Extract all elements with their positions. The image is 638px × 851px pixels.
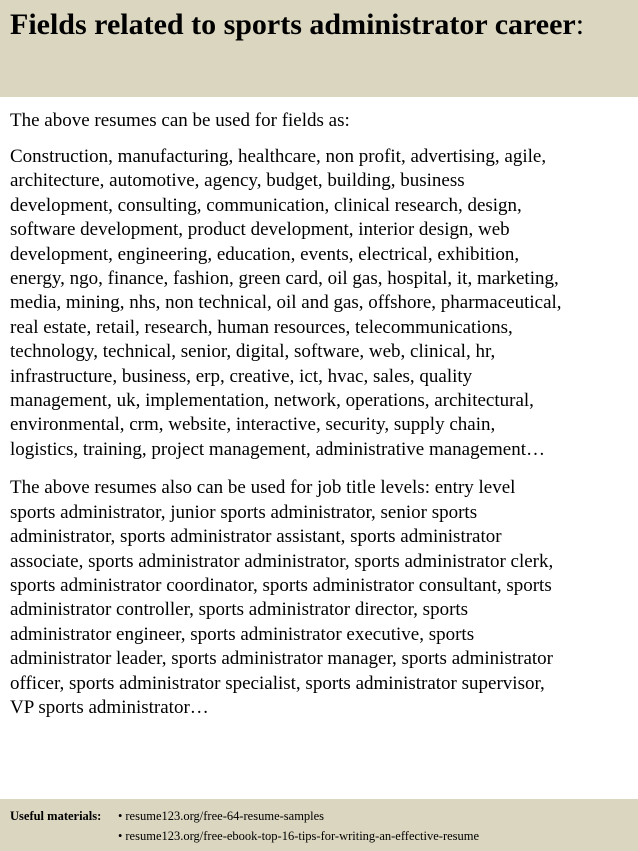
bullet-icon: • bbox=[118, 829, 123, 843]
fields-line: Construction, manufacturing, healthcare, non profit, advertising, agile, bbox=[10, 146, 547, 167]
useful-materials-label: Useful materials: bbox=[10, 809, 102, 823]
levels-line: sports administrator, junior sports administrator, senior sports bbox=[10, 501, 478, 523]
footer-row bbox=[10, 806, 628, 826]
footer-row bbox=[10, 826, 628, 846]
title-band bbox=[0, 0, 638, 97]
page-title-text: Fields related to sports administrator career bbox=[10, 8, 576, 41]
main-content bbox=[10, 109, 635, 720]
levels-line: administrator, sports administrator assistant, sports administrator bbox=[10, 526, 502, 548]
fields-line: development, consulting, communication, clinical research, design, bbox=[10, 194, 522, 216]
job-levels-paragraph bbox=[10, 476, 635, 720]
page-title bbox=[10, 6, 628, 44]
bullet-icon: • bbox=[118, 809, 123, 823]
fields-line: technology, technical, senior, digital, software, web, clinical, hr, bbox=[10, 341, 496, 363]
fields-line: media, mining, nhs, non technical, oil and gas, offshore, pharmaceutical, bbox=[10, 292, 562, 314]
levels-line: sports administrator coordinator, sports administrator consultant, sports bbox=[10, 574, 552, 596]
intro-text: The above resumes can be used for fields as: bbox=[10, 110, 350, 131]
fields-line: logistics, training, project management, administrative management… bbox=[10, 438, 546, 460]
levels-line: VP sports administrator… bbox=[10, 696, 209, 718]
levels-line: The above resumes also can be used for job title levels: entry level bbox=[10, 477, 516, 499]
page-title-colon: : bbox=[575, 8, 585, 41]
levels-line: administrator engineer, sports administrator executive, sports bbox=[10, 623, 475, 645]
levels-line: administrator controller, sports administrator director, sports bbox=[10, 599, 469, 621]
fields-line: environmental, crm, website, interactive, security, supply chain, bbox=[10, 414, 496, 436]
levels-line: officer, sports administrator specialist, sports administrator supervisor, bbox=[10, 672, 545, 694]
fields-line: management, uk, implementation, network, operations, architectural, bbox=[10, 390, 534, 412]
resource-link[interactable]: resume123.org/free-64-resume-samples bbox=[125, 809, 325, 823]
resource-link[interactable]: resume123.org/free-ebook-top-16-tips-for-writing-an-effective-resume bbox=[125, 829, 480, 843]
fields-line: architecture, automotive, agency, budget, building, business bbox=[10, 170, 465, 192]
levels-line: associate, sports administrator administrator, sports administrator clerk, bbox=[10, 550, 554, 572]
fields-line: development, engineering, education, events, electrical, exhibition, bbox=[10, 243, 520, 265]
fields-line: energy, ngo, finance, fashion, green card, oil gas, hospital, it, marketing, bbox=[10, 268, 559, 290]
useful-materials-footer bbox=[0, 799, 638, 851]
fields-paragraph bbox=[10, 145, 635, 462]
fields-line: software development, product development, interior design, web bbox=[10, 219, 510, 241]
fields-line: real estate, retail, research, human resources, telecommunications, bbox=[10, 316, 513, 338]
fields-line: infrastructure, business, erp, creative, ict, hvac, sales, quality bbox=[10, 365, 473, 387]
levels-line: administrator leader, sports administrator manager, sports administrator bbox=[10, 648, 554, 670]
